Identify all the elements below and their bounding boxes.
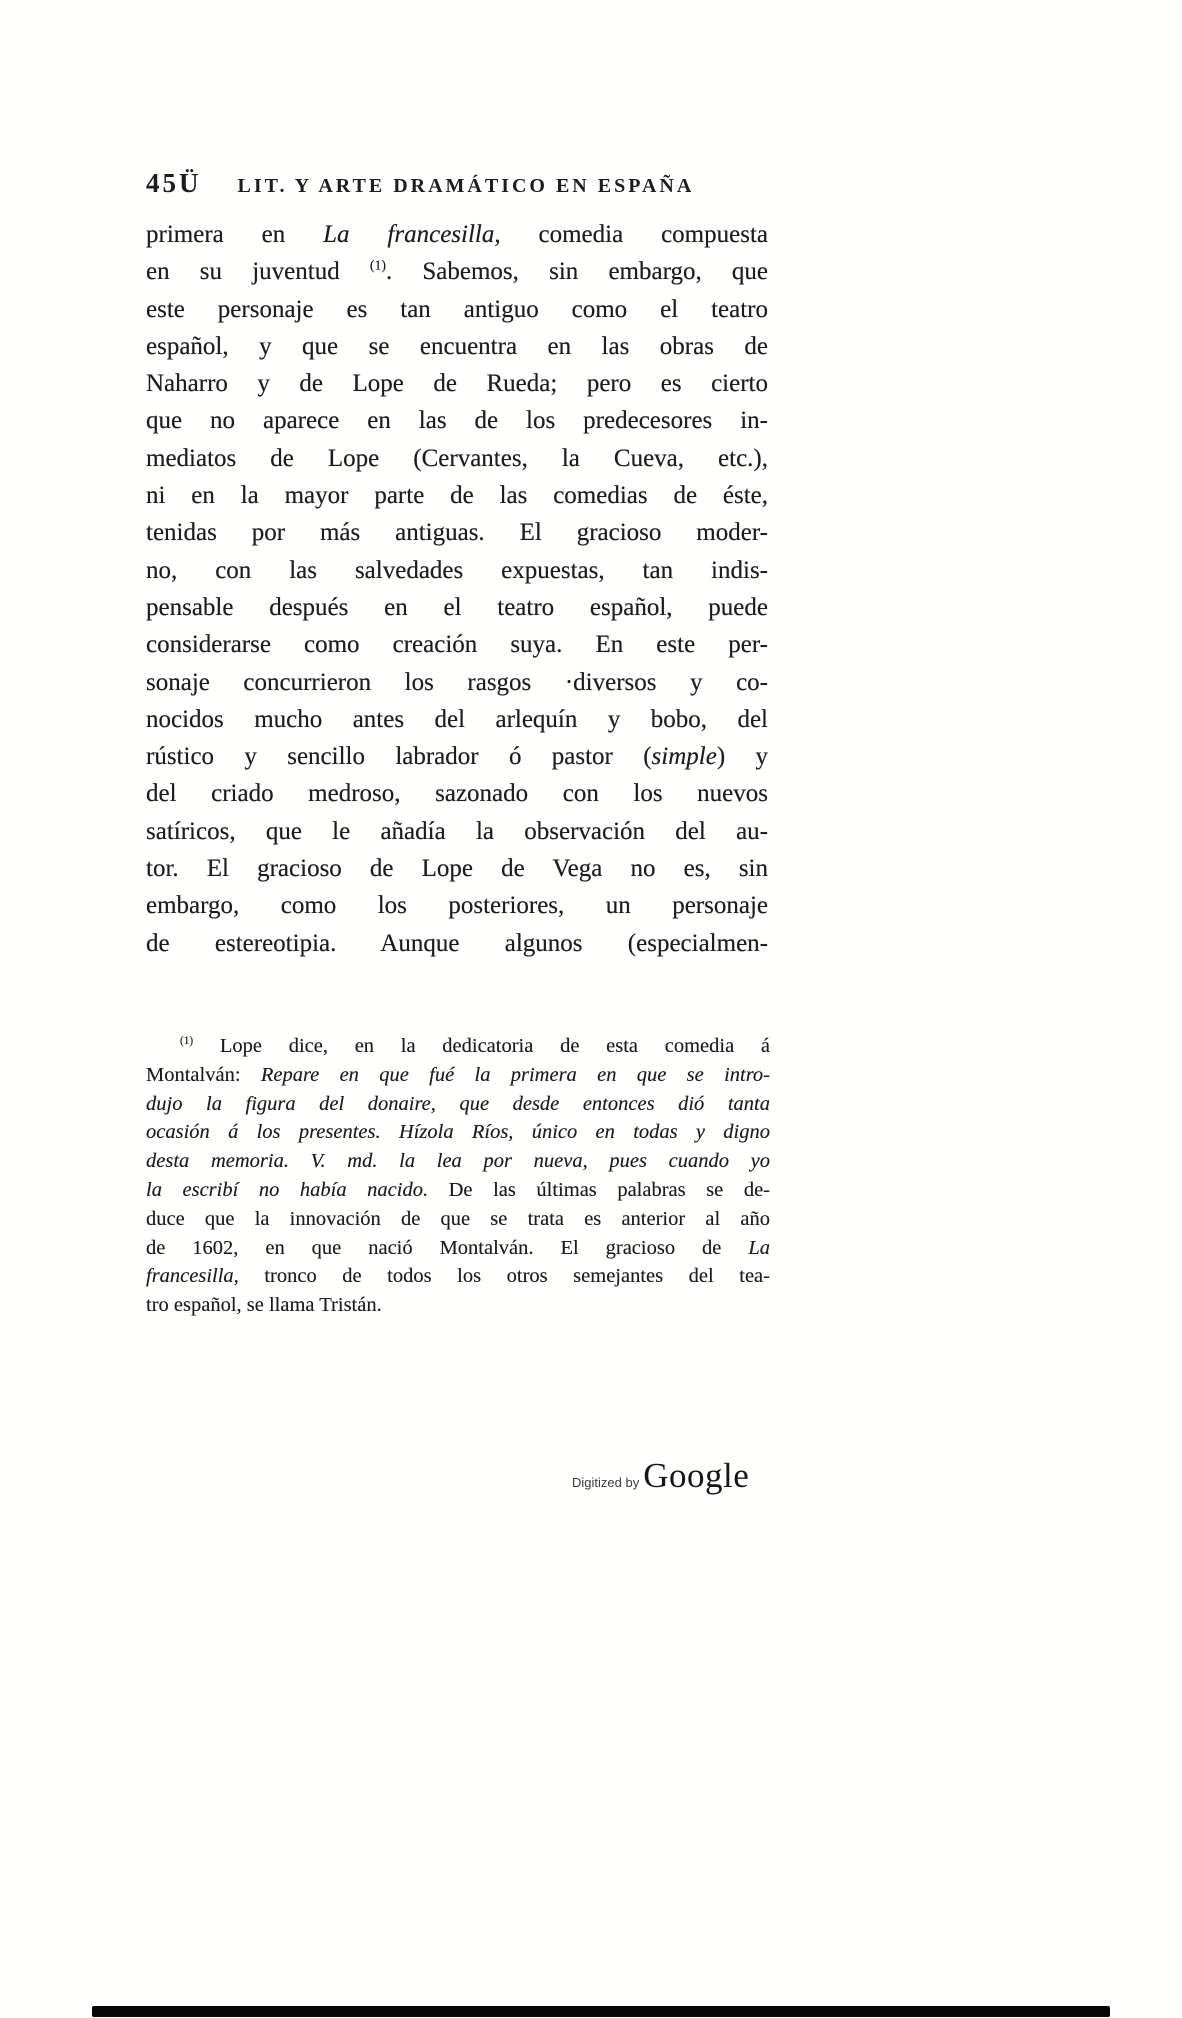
body-text	[146, 216, 768, 962]
google-logo: Google	[643, 1456, 750, 1495]
body-text-line: de estereotipia. Aunque algunos (especialmen-	[146, 929, 768, 957]
scan-edge-bar	[92, 2006, 1110, 2017]
body-text-line: nocidos mucho antes del arlequín y bobo, del	[146, 705, 768, 733]
body-text-line: pensable después en el teatro español, puede	[146, 593, 768, 621]
footnote-line: Montalván: Repare en que fué la primera en que se intro-	[146, 1063, 771, 1086]
footnote	[146, 1032, 770, 1320]
footnote-line: $^{(1)}$ Lope dice, en la dedicatoria de esta comedia á	[180, 1035, 770, 1057]
footnote-line: francesilla, tronco de todos los otros semejantes del tea-	[146, 1265, 770, 1288]
footnote-line: de 1602, en que nació Montalván. El gracioso de La	[146, 1236, 770, 1259]
body-text-line: no, con las salvedades expuestas, tan indis-	[146, 556, 768, 584]
body-text-line: sonaje concurrieron los rasgos ·diversos y co-	[146, 668, 768, 696]
body-text-line: en su juventud $^{(1)}$. Sabemos, sin embargo, que	[146, 257, 768, 286]
body-text-line: primera en La francesilla, comedia compuesta	[146, 221, 768, 248]
page-header	[146, 168, 772, 199]
footnote-line: desta memoria. V. md. la lea por nueva, pues cuando yo	[146, 1150, 770, 1173]
running-title: LIT. Y ARTE DRAMÁTICO EN ESPAÑA	[237, 175, 695, 197]
page-number: 45Ü	[146, 168, 202, 198]
body-text-line: embargo, como los posteriores, un personaje	[146, 892, 768, 920]
footnote-line: duce que la innovación de que se trata es anterior al año	[146, 1207, 770, 1230]
body-text-line: tor. El gracioso de Lope de Vega no es, sin	[146, 855, 768, 883]
body-text-line: que no aparece en las de los predecesores in-	[146, 407, 768, 435]
body-text-line: rústico y sencillo labrador ó pastor (simple) y	[146, 743, 768, 771]
footnote-line: la escribí no había nacido. De las últimas palabras se de-	[146, 1178, 770, 1201]
body-text-line: Naharro y de Lope de Rueda; pero es cierto	[146, 370, 768, 398]
body-text-line: este personaje es tan antiguo como el teatro	[146, 295, 768, 323]
footnote-line: ocasión á los presentes. Hízola Ríos, único en todas y digno	[146, 1121, 770, 1144]
digitized-by	[572, 1456, 772, 1496]
body-text-line: considerarse como creación suya. En este per-	[146, 631, 768, 659]
body-text-line: tenidas por más antiguas. El gracioso moder-	[146, 519, 768, 547]
body-text-line: satíricos, que le añadía la observación del au-	[146, 817, 768, 845]
body-text-line: del criado medroso, sazonado con los nuevos	[146, 780, 768, 808]
body-text-line: mediatos de Lope (Cervantes, la Cueva, etc.),	[146, 444, 768, 472]
footnote-line: tro español, se llama Tristán.	[146, 1294, 382, 1317]
body-text-line: ni en la mayor parte de las comedias de éste,	[146, 482, 768, 510]
footnote-line: dujo la figura del donaire, que desde entonces dió tanta	[146, 1092, 770, 1115]
digitized-by-label: Digitized by	[572, 1475, 640, 1490]
body-text-line: español, y que se encuentra en las obras de	[146, 332, 768, 360]
